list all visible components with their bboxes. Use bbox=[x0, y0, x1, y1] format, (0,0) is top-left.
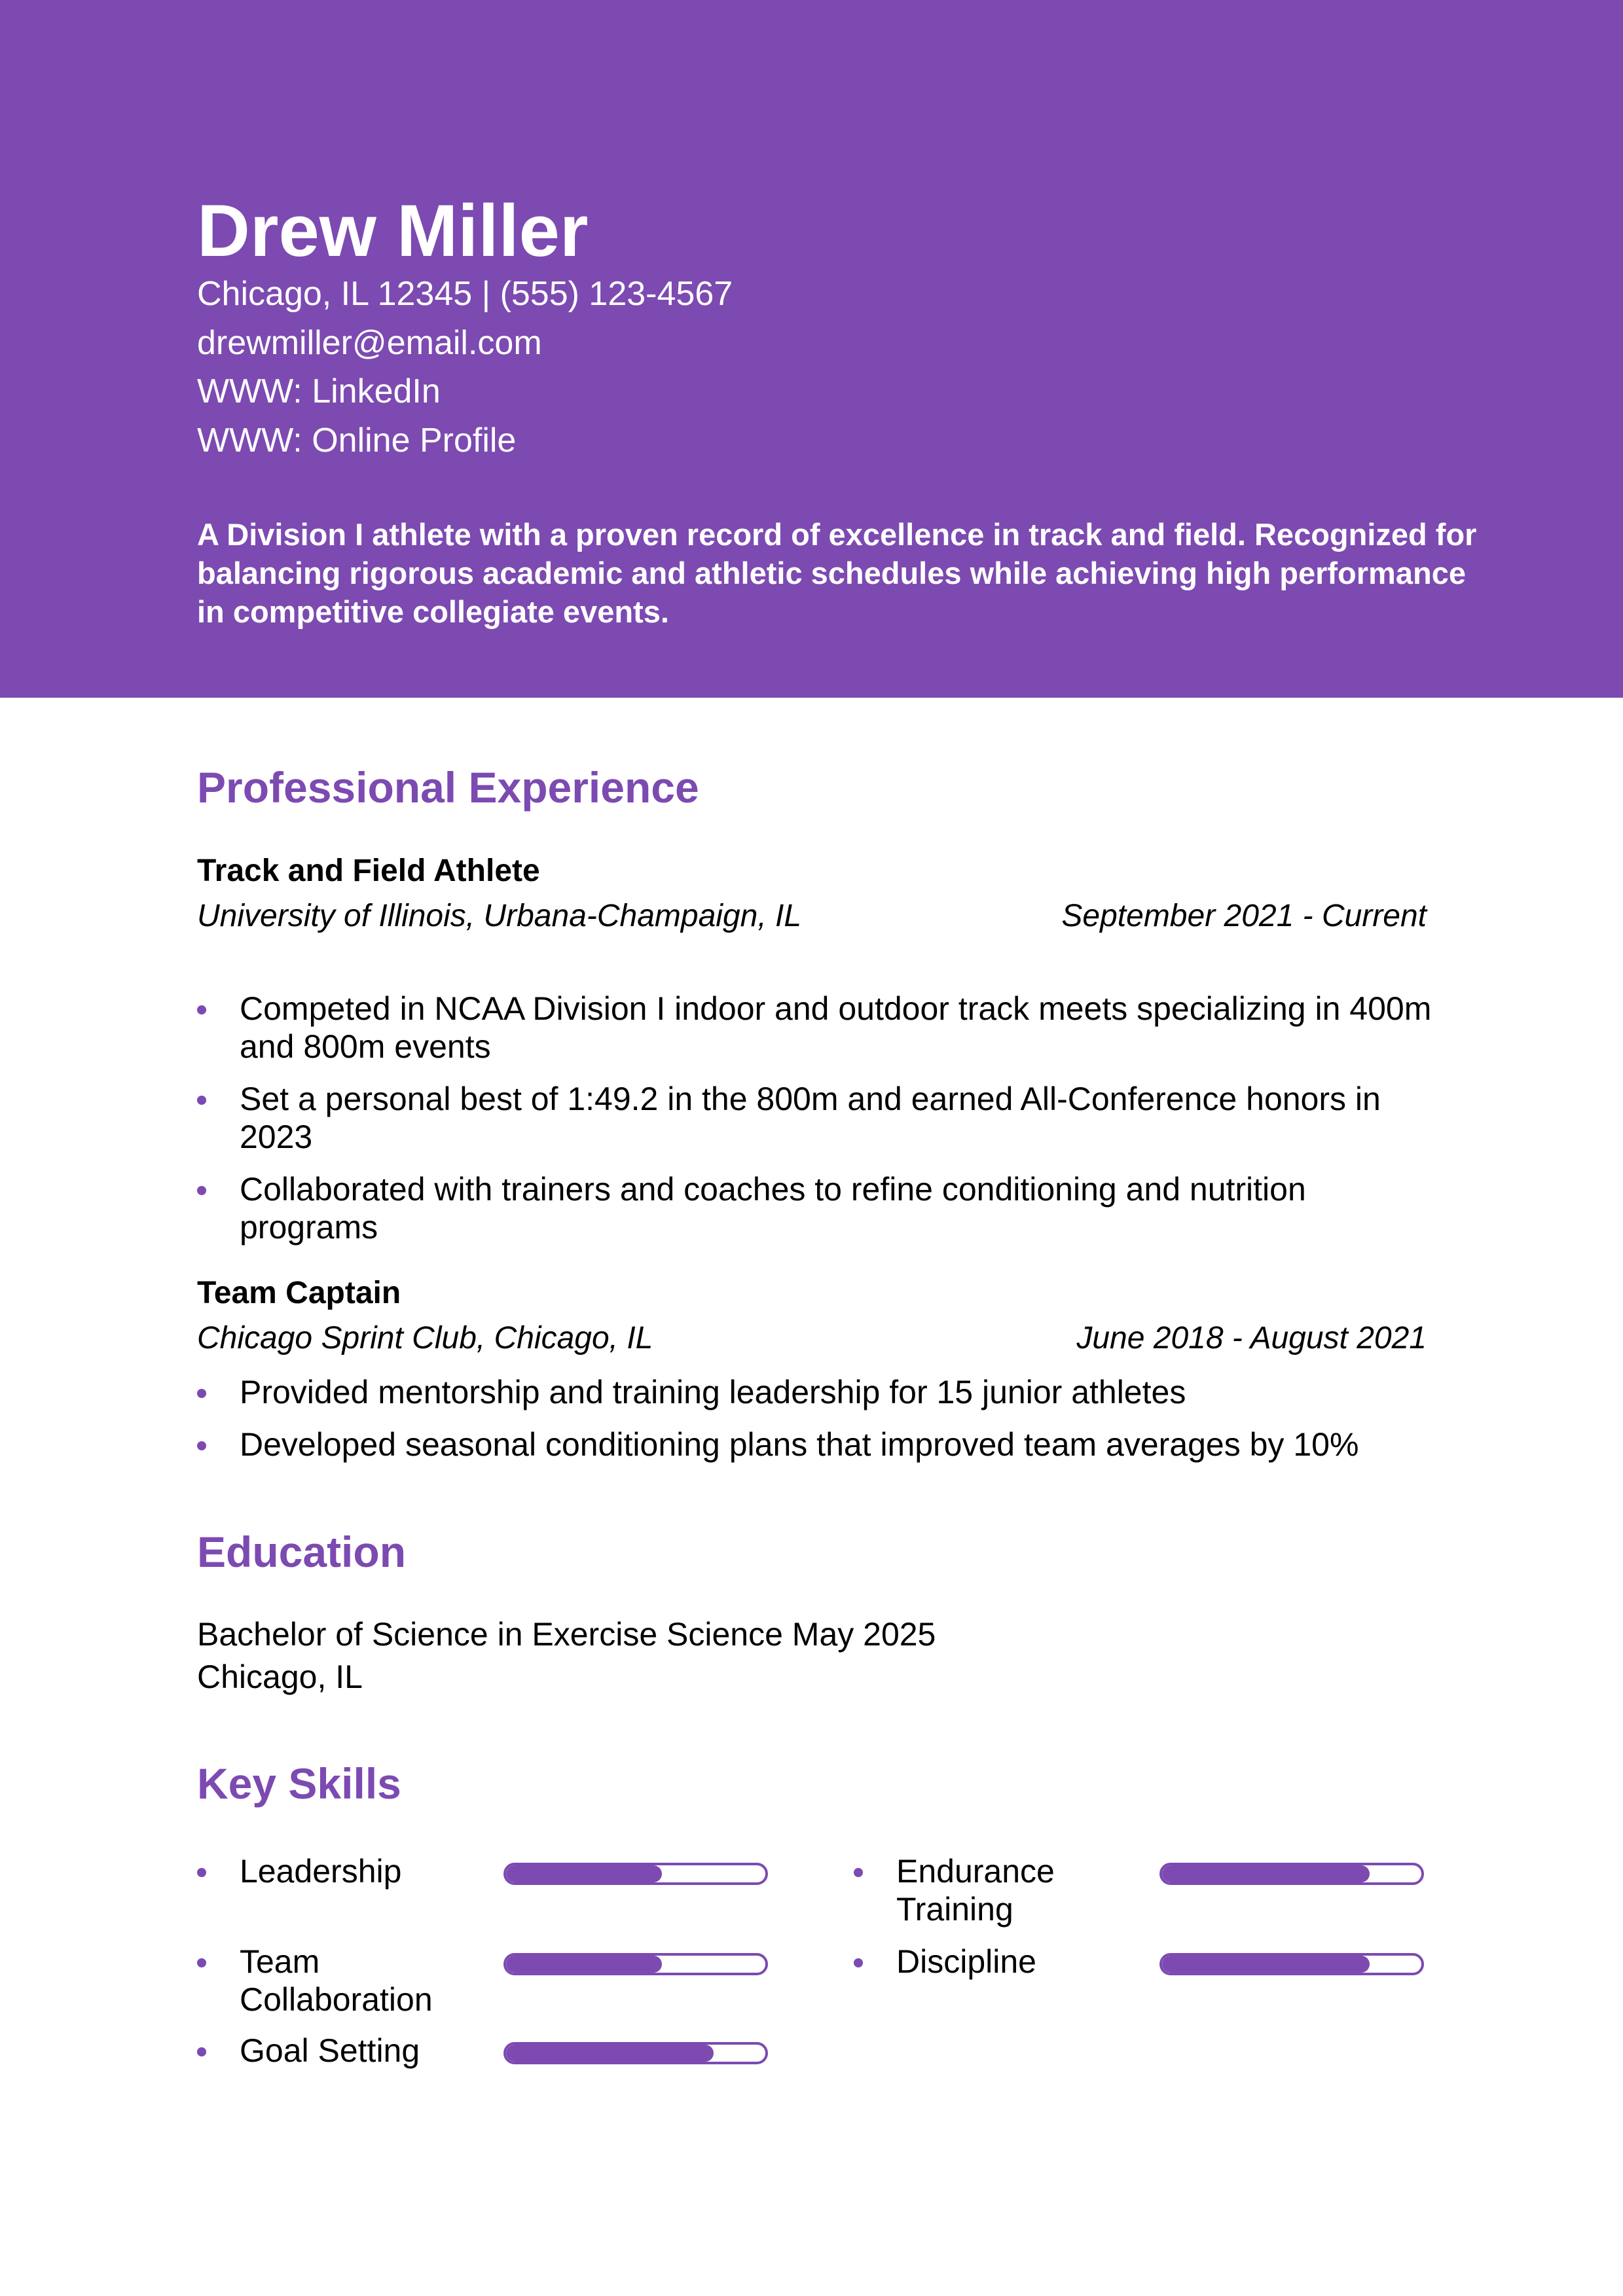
skill-level-fill bbox=[506, 1956, 662, 1973]
skill-label: Team Collaboration bbox=[197, 1943, 475, 2018]
linkedin-link[interactable]: WWW: LinkedIn bbox=[197, 372, 441, 410]
candidate-name: Drew Miller bbox=[197, 190, 589, 272]
list-item: Set a personal best of 1:49.2 in the 800m and earned All-Conference honors in 2023 bbox=[197, 1080, 1441, 1156]
skill-level-bar bbox=[503, 1863, 768, 1885]
header-banner bbox=[0, 0, 1623, 698]
job-title: Team Captain bbox=[197, 1276, 401, 1310]
summary: A Division I athlete with a proven record of excellence in track and field. Recognized for balancing rigorous academic and athletic schedules while achieving high performance in competitive collegiate events. bbox=[197, 517, 1477, 629]
online-profile-link[interactable]: WWW: Online Profile bbox=[197, 421, 517, 459]
skill-level-bar bbox=[1159, 1953, 1424, 1975]
job-organization: Chicago Sprint Club, Chicago, IL bbox=[197, 1321, 653, 1355]
education-heading: Education bbox=[197, 1528, 407, 1576]
job-dates: June 2018 - August 2021 bbox=[1076, 1321, 1427, 1355]
list-item: Collaborated with trainers and coaches to refine conditioning and nutrition programs bbox=[197, 1170, 1441, 1246]
address-phone: Chicago, IL 12345 | (555) 123-4567 bbox=[197, 275, 733, 313]
skill-level-fill bbox=[506, 1865, 662, 1882]
list-item: Developed seasonal conditioning plans that improved team averages by 10% bbox=[197, 1426, 1441, 1463]
contact-info bbox=[197, 270, 733, 465]
job-title: Track and Field Athlete bbox=[197, 853, 540, 888]
email-link[interactable]: drewmiller@email.com bbox=[197, 323, 542, 362]
skills-heading: Key Skills bbox=[197, 1759, 401, 1808]
job-bullets bbox=[197, 1373, 1441, 1478]
skill-level-bar bbox=[503, 2042, 768, 2064]
experience-heading: Professional Experience bbox=[197, 763, 699, 812]
skill-label: Discipline bbox=[854, 1943, 1132, 1981]
list-item: Competed in NCAA Division I indoor and outdoor track meets specializing in 400m and 800m events bbox=[197, 990, 1441, 1066]
degree: Bachelor of Science in Exercise Science May 2025 bbox=[197, 1616, 936, 1653]
skill-level-fill bbox=[1162, 1956, 1370, 1973]
skill-label: Endurance Training bbox=[854, 1852, 1132, 1928]
skill-label: Leadership bbox=[197, 1852, 475, 1890]
job-organization: University of Illinois, Urbana-Champaign, IL bbox=[197, 899, 802, 933]
education-location: Chicago, IL bbox=[197, 1659, 363, 1695]
skill-level-fill bbox=[506, 2045, 714, 2062]
skill-level-bar bbox=[503, 1953, 768, 1975]
job-dates: September 2021 - Current bbox=[1061, 899, 1427, 933]
skill-level-bar bbox=[1159, 1863, 1424, 1885]
job-bullets bbox=[197, 990, 1441, 1261]
skill-level-fill bbox=[1162, 1865, 1370, 1882]
list-item: Provided mentorship and training leadership for 15 junior athletes bbox=[197, 1373, 1441, 1411]
skill-label: Goal Setting bbox=[197, 2032, 475, 2070]
